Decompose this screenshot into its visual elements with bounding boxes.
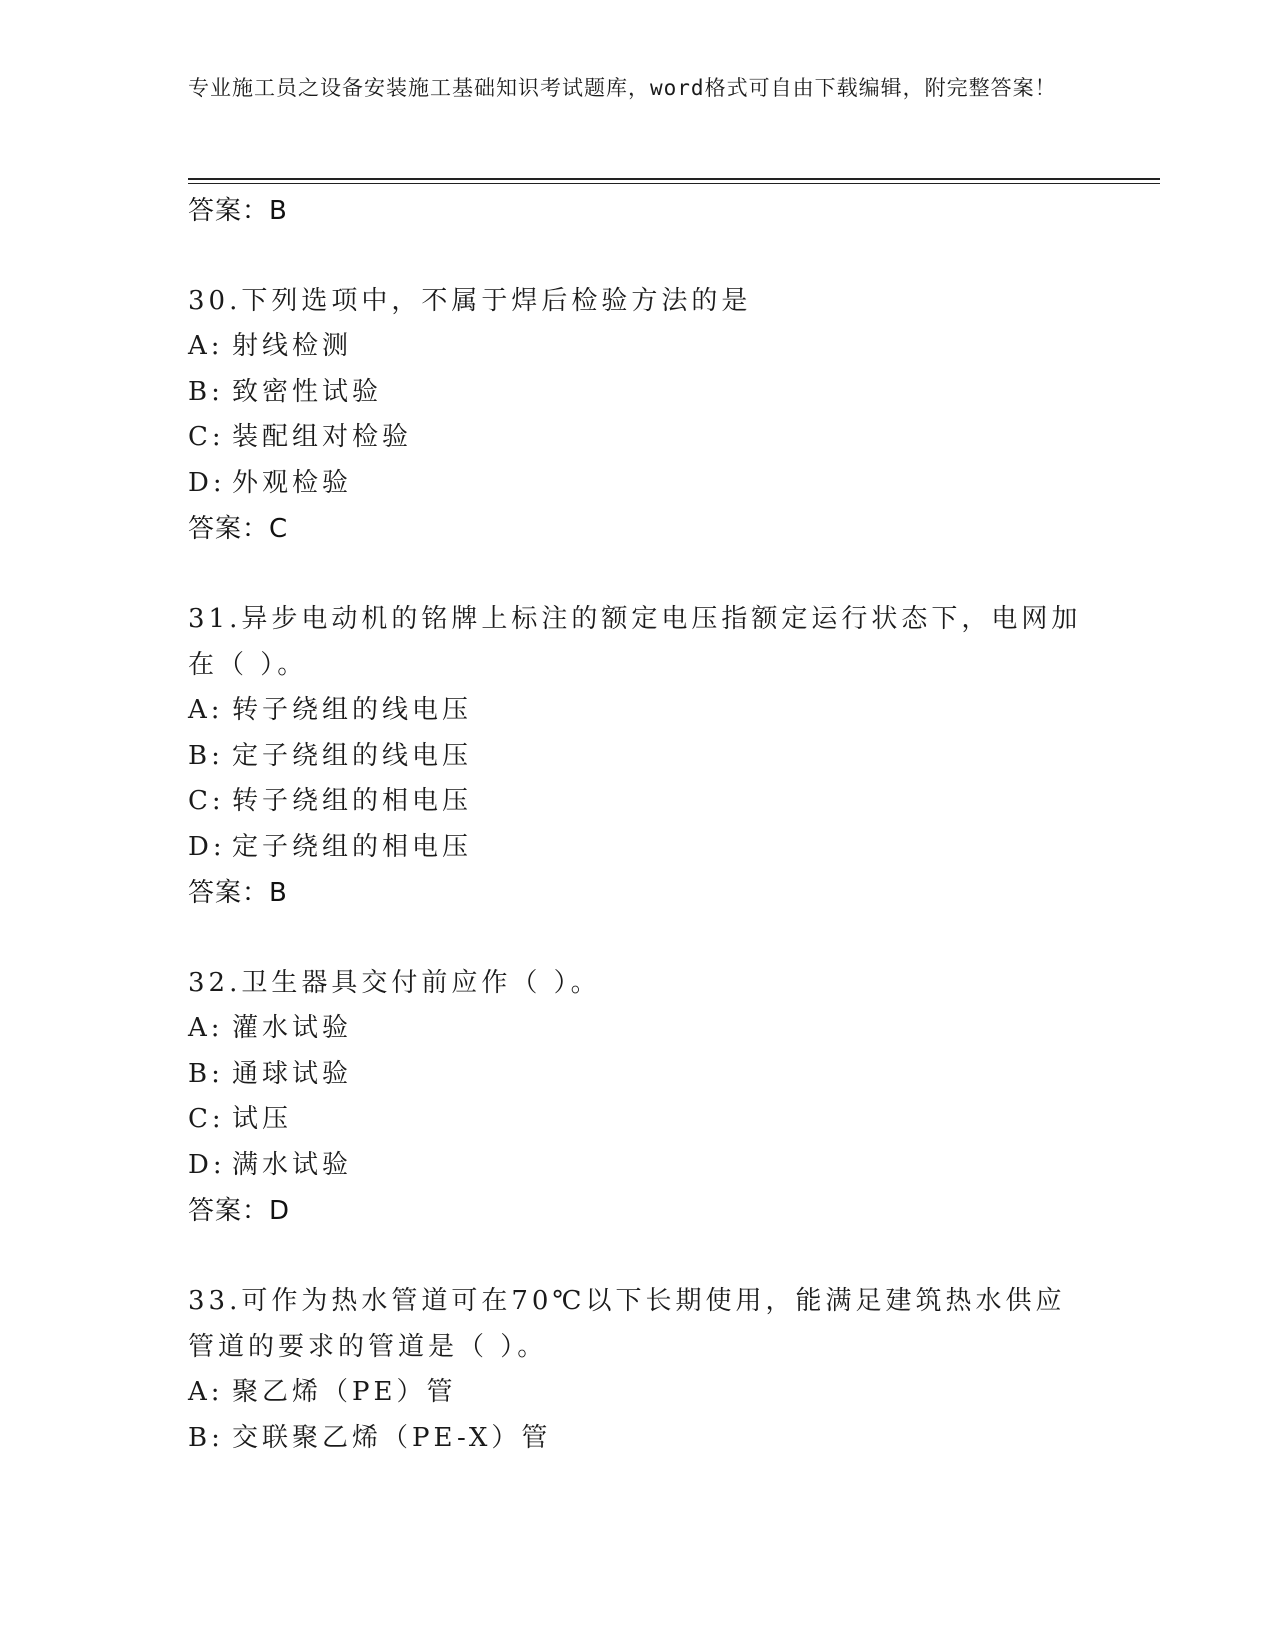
spacer	[188, 234, 1088, 278]
document-header: 专业施工员之设备安装施工基础知识考试题库，word格式可自由下载编辑，附完整答案！	[188, 76, 1057, 100]
answer-line: 答案：D	[188, 1196, 291, 1226]
option-a	[188, 1006, 1088, 1052]
option-letter: C:	[188, 786, 225, 816]
question-block	[188, 278, 1088, 552]
header-divider-thin	[188, 183, 1160, 184]
option-text: 定子绕组的线电压	[232, 740, 473, 771]
spacer	[188, 552, 1088, 596]
option-text: 交联聚乙烯（PE-X）管	[232, 1422, 552, 1453]
spacer	[188, 916, 1088, 960]
option-letter: D:	[188, 831, 226, 862]
question-text: 31.异步电动机的铭牌上标注的额定电压指额定运行状态下，电网加在（ ）。	[188, 604, 1082, 680]
option-letter: B:	[188, 1422, 224, 1453]
option-text: 外观检验	[232, 467, 353, 498]
option-letter: C:	[188, 1104, 225, 1134]
option-d	[188, 825, 1088, 871]
option-b	[188, 370, 1088, 416]
option-letter: B:	[188, 376, 224, 407]
option-letter: D:	[188, 467, 226, 498]
option-text: 灌水试验	[232, 1013, 353, 1043]
option-c	[188, 415, 1088, 461]
option-letter: A:	[188, 695, 224, 725]
option-letter: A:	[188, 1377, 224, 1407]
answer-line: 答案：B	[188, 196, 288, 226]
question-block	[188, 960, 1088, 1234]
option-text: 转子绕组的线电压	[232, 695, 473, 725]
option-c	[188, 779, 1088, 825]
question-block	[188, 596, 1088, 916]
option-b	[188, 1052, 1088, 1098]
question-block	[188, 1278, 1088, 1461]
question-text: 32.卫生器具交付前应作（ ）。	[188, 968, 601, 998]
question-text: 33.可作为热水管道可在70℃以下长期使用，能满足建筑热水供应管道的要求的管道是（ ）。	[188, 1286, 1066, 1362]
option-b	[188, 1416, 1088, 1462]
option-c	[188, 1097, 1088, 1143]
option-letter: C:	[188, 422, 225, 452]
option-text: 试压	[232, 1104, 293, 1134]
option-letter: A:	[188, 1013, 224, 1043]
question-text: 30.下列选项中，不属于焊后检验方法的是	[188, 286, 752, 316]
option-text: 聚乙烯（PE）管	[232, 1377, 457, 1407]
option-b	[188, 734, 1088, 780]
option-text: 致密性试验	[232, 376, 383, 407]
option-a	[188, 324, 1088, 370]
option-text: 射线检测	[232, 331, 353, 361]
option-text: 通球试验	[232, 1058, 353, 1089]
option-text: 定子绕组的相电压	[232, 831, 473, 862]
option-text: 满水试验	[232, 1149, 353, 1180]
option-text: 装配组对检验	[232, 422, 413, 452]
option-letter: B:	[188, 1058, 224, 1089]
header-divider-thick	[188, 178, 1160, 180]
option-letter: B:	[188, 740, 224, 771]
option-d	[188, 1143, 1088, 1189]
question-list	[188, 188, 1088, 1461]
answer-line: 答案：B	[188, 878, 288, 908]
option-letter: A:	[188, 331, 224, 361]
spacer	[188, 1234, 1088, 1278]
option-d	[188, 461, 1088, 507]
option-a	[188, 688, 1088, 734]
option-text: 转子绕组的相电压	[232, 786, 473, 816]
option-a	[188, 1370, 1088, 1416]
answer-line: 答案：C	[188, 514, 289, 544]
option-letter: D:	[188, 1149, 226, 1180]
